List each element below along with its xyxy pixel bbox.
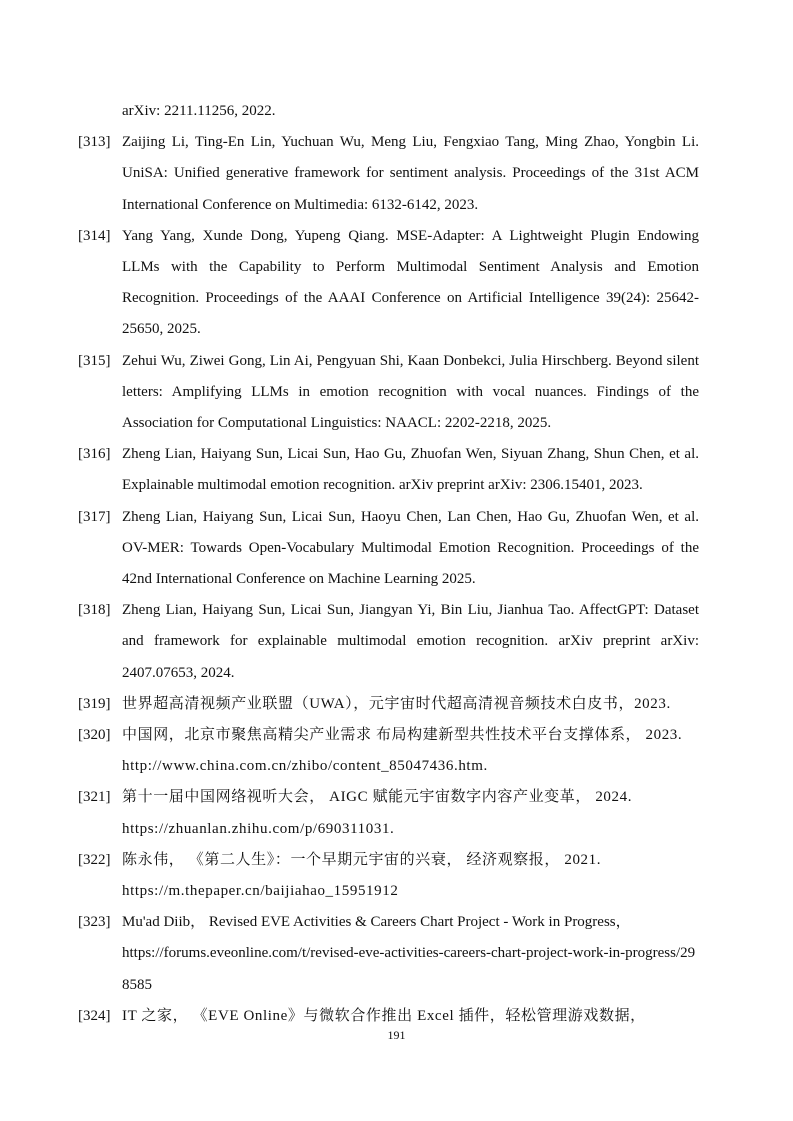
reference-text: IT 之家， 《EVE Online》与微软合作推出 Excel 插件，轻松管理游戏数据， <box>122 1007 646 1024</box>
reference-number: [317] <box>78 508 111 525</box>
reference-text <box>122 907 699 1001</box>
reference-continuation: arXiv: 2211.11256, 2022. <box>122 103 276 119</box>
reference-text: Zehui Wu, Ziwei Gong, Lin Ai, Pengyuan Shi, Kaan Donbekci, Julia Hirschberg. Beyond silent letters: Amplifying LLMs in emotion recognition with vocal nuances. Findings of the Association for Computational Linguistics: NAACL: 2202-2218, 2025. <box>122 352 699 432</box>
reference-321 <box>0 782 793 844</box>
reference-323 <box>0 907 793 1001</box>
reference-title: Mu'ad Diib， Revised EVE Activities & Careers Chart Project - Work in Progress， <box>122 914 631 931</box>
reference-314 <box>0 221 793 346</box>
reference-313 <box>0 127 793 221</box>
reference-322 <box>0 845 793 907</box>
reference-text: 世界超高清视频产业联盟（UWA），元宇宙时代超高清视音频技术白皮书，2023. <box>122 695 671 712</box>
reference-number: [313] <box>78 134 111 151</box>
reference-text <box>122 720 699 782</box>
reference-url: https://m.thepaper.cn/baijiahao_15951912 <box>122 883 399 900</box>
reference-315 <box>0 346 793 440</box>
reference-number: [323] <box>78 914 111 931</box>
reference-number: [324] <box>78 1007 111 1024</box>
reference-317 <box>0 502 793 596</box>
reference-319 <box>0 689 793 720</box>
reference-number: [318] <box>78 602 111 619</box>
reference-text: Yang Yang, Xunde Dong, Yupeng Qiang. MSE-Adapter: A Lightweight Plugin Endowing LLMs with the Capability to Perform Multimodal Sentiment Analysis and Emotion Recognition. Proceedings of the AAAI Conference on Artificial Intelligence 39(24): 25642-25650, 2025. <box>122 227 699 338</box>
reference-text: Zaijing Li, Ting-En Lin, Yuchuan Wu, Meng Liu, Fengxiao Tang, Ming Zhao, Yongbin Li. UniSA: Unified generative framework for sentiment analysis. Proceedings of the 31st ACM International Conference on Multimedia: 6132-6142, 2023. <box>122 134 699 213</box>
reference-318 <box>0 595 793 689</box>
reference-number: [316] <box>78 446 111 463</box>
reference-text: Zheng Lian, Haiyang Sun, Licai Sun, Hao Gu, Zhuofan Wen, Siyuan Zhang, Shun Chen, et al. Explainable multimodal emotion recognition. arXiv preprint arXiv: 2306.15401, 2023. <box>122 446 699 494</box>
reference-number: [315] <box>78 352 111 369</box>
reference-316 <box>0 439 793 501</box>
reference-url: http://www.china.com.cn/zhibo/content_85047436.htm. <box>122 758 488 775</box>
reference-text <box>122 845 699 907</box>
reference-text: Zheng Lian, Haiyang Sun, Licai Sun, Jiangyan Yi, Bin Liu, Jianhua Tao. AffectGPT: Dataset and framework for explainable multimodal emotion recognition. arXiv preprint arXiv: 2407.07653, 2024. <box>122 602 699 681</box>
reference-number: [321] <box>78 789 111 806</box>
reference-number: [314] <box>78 227 111 244</box>
reference-title: 第十一届中国网络视听大会， AIGC 赋能元宇宙数字内容产业变革， 2024. <box>122 789 633 806</box>
reference-url: https://forums.eveonline.com/t/revised-eve-activities-careers-chart-project-work-in-progress/298585 <box>122 945 696 993</box>
reference-320 <box>0 720 793 782</box>
reference-number: [322] <box>78 851 111 868</box>
reference-text: Zheng Lian, Haiyang Sun, Licai Sun, Haoyu Chen, Lan Chen, Hao Gu, Zhuofan Wen, et al. OV-MER: Towards Open-Vocabulary Multimodal Emotion Recognition. Proceedings of the 42nd International Conference on Machine Learning 2025. <box>122 508 699 588</box>
reference-list <box>0 96 793 1032</box>
page-number: 191 <box>387 1028 406 1042</box>
reference-title: 陈永伟， 《第二人生》：一个早期元宇宙的兴衰， 经济观察报， 2021. <box>122 851 602 868</box>
reference-number: [319] <box>78 695 111 712</box>
reference-title: 中国网，北京市聚焦高精尖产业需求 布局构建新型共性技术平台支撑体系， 2023. <box>122 727 683 744</box>
reference-url: https://zhuanlan.zhihu.com/p/690311031. <box>122 820 395 837</box>
reference-text <box>122 782 699 844</box>
reference-number: [320] <box>78 727 111 744</box>
